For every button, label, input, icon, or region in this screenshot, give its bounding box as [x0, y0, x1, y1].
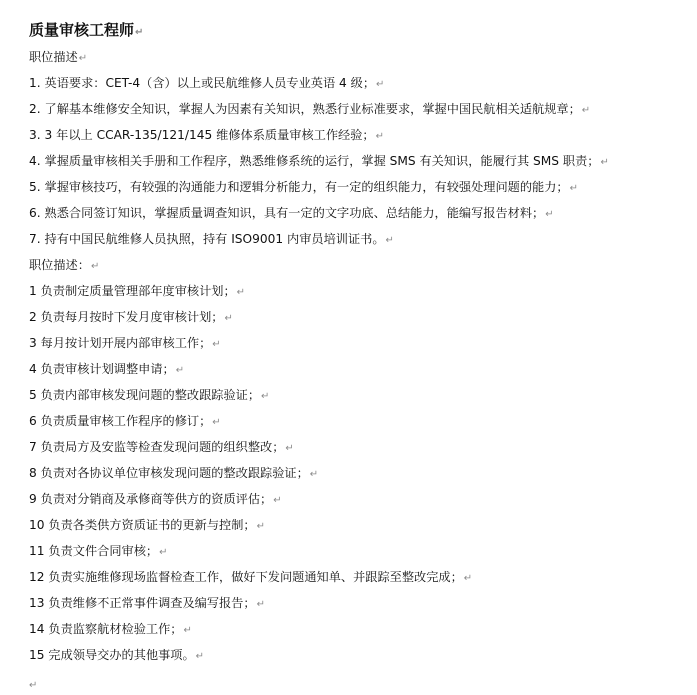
section-heading-text: 职位描述：: [29, 258, 90, 272]
requirement-item: [29, 70, 689, 96]
duty-text: 15 完成领导交办的其他事项。: [29, 648, 195, 662]
paragraph-mark-icon: ↵: [224, 313, 233, 324]
duty-text: 12 负责实施维修现场监督检查工作，做好下发问题通知单、并跟踪至整改完成；: [29, 570, 463, 584]
paragraph-mark-icon: ↵: [463, 573, 473, 584]
paragraph-mark-icon: ↵: [545, 209, 554, 220]
section-heading-text: 职位描述: [29, 50, 78, 64]
duty-item: [29, 434, 689, 460]
requirement-item: [29, 200, 689, 226]
paragraph-mark-icon: ↵: [375, 131, 384, 142]
paragraph-mark-icon: ↵: [256, 521, 265, 532]
duty-item: [29, 382, 689, 408]
paragraph-mark-icon: ↵: [212, 417, 221, 428]
duty-text: 10 负责各类供方资质证书的更新与控制；: [29, 518, 256, 532]
duty-item: [29, 564, 689, 590]
duty-item: [29, 330, 689, 356]
paragraph-mark-icon: ↵: [273, 495, 282, 506]
requirement-text: 6. 熟悉合同签订知识，掌握质量调查知识，具有一定的文字功底、总结能力，能编写报告材料；: [29, 206, 545, 220]
paragraph-mark-icon: ↵: [29, 680, 38, 691]
requirement-item: [29, 174, 689, 200]
duty-text: 13 负责维修不正常事件调查及编写报告；: [29, 596, 256, 610]
section-heading-duties: [29, 252, 689, 278]
paragraph-mark-icon: ↵: [90, 261, 100, 272]
requirement-text: 2. 了解基本维修安全知识，掌握人为因素有关知识，熟悉行业标准要求，掌握中国民航相关适航规章；: [29, 102, 581, 116]
document-title: [29, 20, 689, 44]
paragraph-mark-icon: ↵: [195, 651, 205, 662]
paragraph-mark-icon: ↵: [385, 235, 394, 246]
requirement-text: 4. 掌握质量审核相关手册和工作程序，熟悉维修系统的运行，掌握 SMS 有关知识，能履行其 SMS 职责；: [29, 154, 600, 168]
duty-text: 3 每月按计划开展内部审核工作；: [29, 336, 212, 350]
paragraph-mark-icon: ↵: [600, 157, 609, 168]
requirement-item: [29, 96, 689, 122]
paragraph-mark-icon: ↵: [261, 391, 270, 402]
title-text: 质量审核工程师: [29, 21, 135, 39]
duty-item: [29, 460, 689, 486]
duty-text: 1 负责制定质量管理部年度审核计划；: [29, 284, 236, 298]
paragraph-mark-icon: ↵: [135, 27, 144, 38]
requirement-text: 3. 3 年以上 CCAR-135/121/145 维修体系质量审核工作经验；: [29, 128, 375, 142]
duty-text: 9 负责对分销商及承修商等供方的资质评估；: [29, 492, 273, 506]
requirement-item: [29, 122, 689, 148]
requirement-text: 5. 掌握审核技巧，有较强的沟通能力和逻辑分析能力，有一定的组织能力，有较强处理问题的能力；: [29, 180, 569, 194]
duty-item: [29, 512, 689, 538]
duty-text: 4 负责审核计划调整申请；: [29, 362, 175, 376]
paragraph-mark-icon: ↵: [78, 53, 88, 64]
requirement-text: 7. 持有中国民航维修人员执照，持有 ISO9001 内审员培训证书。: [29, 232, 385, 246]
duty-item: [29, 538, 689, 564]
duty-text: 6 负责质量审核工作程序的修订；: [29, 414, 212, 428]
paragraph-mark-icon: ↵: [256, 599, 265, 610]
duty-item: [29, 590, 689, 616]
duty-text: 14 负责监察航材检验工作；: [29, 622, 183, 636]
requirement-item: [29, 226, 689, 252]
duty-text: 11 负责文件合同审核；: [29, 544, 159, 558]
duty-item: [29, 304, 689, 330]
duty-text: 2 负责每月按时下发月度审核计划；: [29, 310, 224, 324]
duty-text: 8 负责对各协议单位审核发现问题的整改跟踪验证；: [29, 466, 309, 480]
duty-text: 7 负责局方及安监等检查发现问题的组织整改；: [29, 440, 285, 454]
duty-item: [29, 278, 689, 304]
paragraph-mark-icon: ↵: [212, 339, 221, 350]
paragraph-mark-icon: ↵: [236, 287, 246, 298]
requirement-text: 1. 英语要求：CET-4（含）以上或民航维修人员专业英语 4 级；: [29, 76, 376, 90]
paragraph-mark-icon: ↵: [159, 547, 168, 558]
paragraph-mark-icon: ↵: [183, 625, 192, 636]
duty-item: [29, 642, 689, 668]
paragraph-mark-icon: ↵: [175, 365, 185, 376]
duty-item: [29, 486, 689, 512]
duty-text: 5 负责内部审核发现问题的整改跟踪验证；: [29, 388, 261, 402]
section-heading-description: [29, 44, 689, 70]
paragraph-mark-icon: ↵: [309, 469, 319, 480]
duty-item: [29, 356, 689, 382]
paragraph-mark-icon: ↵: [581, 105, 591, 116]
paragraph-mark-icon: ↵: [285, 443, 294, 454]
requirement-item: [29, 148, 689, 174]
document-body: [29, 20, 689, 668]
duty-item: [29, 408, 689, 434]
paragraph-mark-icon: ↵: [569, 183, 578, 194]
paragraph-mark-icon: ↵: [376, 79, 385, 90]
duty-item: [29, 616, 689, 642]
